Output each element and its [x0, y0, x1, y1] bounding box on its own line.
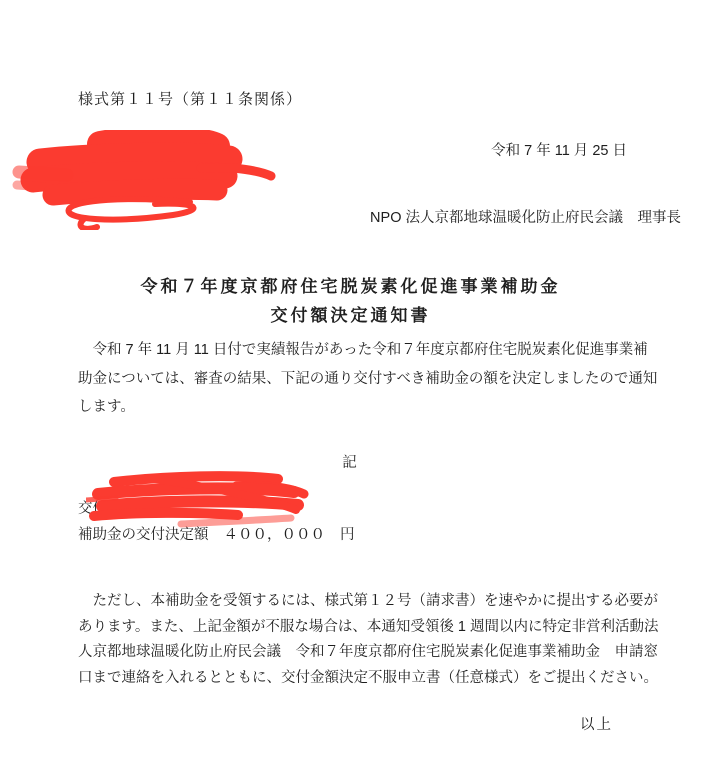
grant-amount-unit: 円 — [340, 527, 355, 543]
paragraph-line: 助金については、審査の結果、下記の通り交付すべき補助金の額を決定しましたので通知 — [78, 370, 658, 387]
grant-details — [78, 496, 355, 548]
decision-number-line — [78, 496, 355, 522]
decision-number-label: 交付決定番号 — [78, 501, 165, 517]
body-paragraph-2 — [78, 589, 658, 691]
issue-date: 令和 7 年 11 月 25 日 — [491, 143, 627, 159]
paragraph-line: あります。また、上記金額が不服な場合は、本通知受領後 1 週間以内に特定非営利活動法 — [78, 618, 659, 635]
grant-amount-value: ４００，０００ — [223, 527, 325, 543]
form-number-label: 様式第１１号（第１１条関係） — [78, 91, 303, 108]
paragraph-line: 人京都地球温暖化防止府民会議 令和７年度京都府住宅脱炭素化促進事業補助金 申請窓 — [78, 644, 658, 660]
paragraph-line: 口まで連絡を入れるとともに、交付金額決定不服申立書（任意様式）をご提出ください。 — [78, 669, 658, 686]
issuer-name: NPO 法人京都地球温暖化防止府民会議 理事長 — [370, 210, 681, 226]
document-title — [0, 272, 701, 330]
grant-amount-label: 補助金の交付決定額 — [78, 527, 209, 543]
document-title-line2: 交付額決定通知書 — [270, 306, 431, 325]
paragraph-line: します。 — [78, 399, 135, 415]
document-title-line1: 令和７年度京都府住宅脱炭素化促進事業補助金 — [140, 277, 561, 296]
paragraph-line: 令和 7 年 11 月 11 日付で実績報告があった令和７年度京都府住宅脱炭素化促進事業補 — [78, 342, 648, 358]
body-paragraph-1 — [78, 336, 657, 422]
closing-label: 以上 — [580, 717, 613, 733]
redaction-scribble-recipient-icon — [5, 130, 280, 230]
ki-marker: 記 — [342, 455, 359, 471]
grant-amount-line — [78, 522, 355, 548]
paragraph-line: ただし、本補助金を受領するには、様式第１２号（請求書）を速やかに提出する必要が — [78, 593, 658, 609]
